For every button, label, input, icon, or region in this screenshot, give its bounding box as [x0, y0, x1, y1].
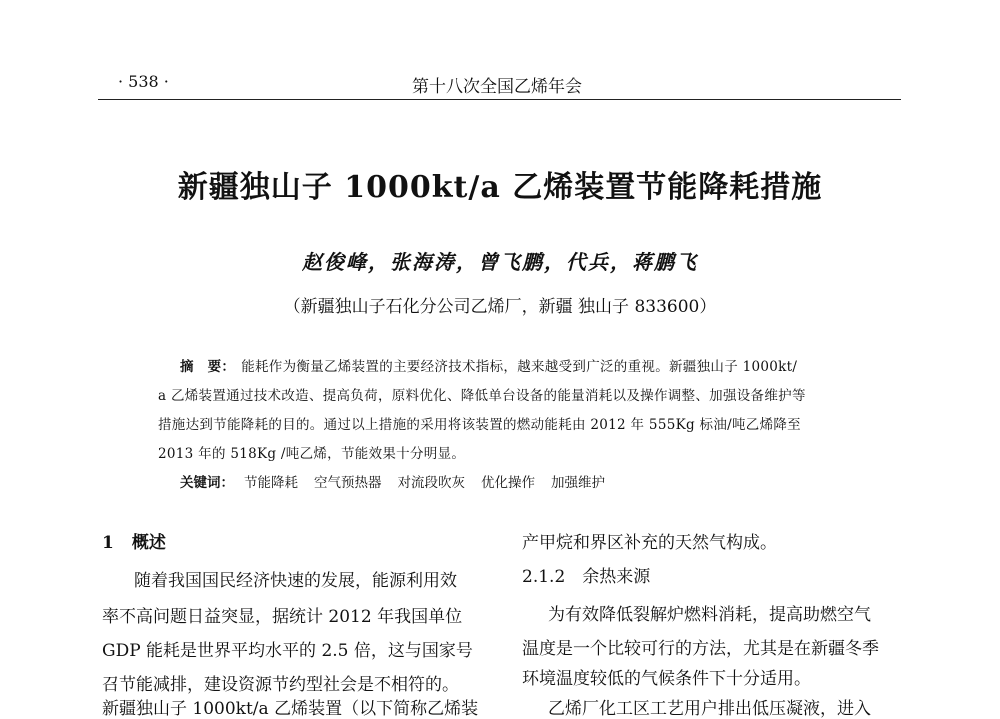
abstract-line	[180, 355, 797, 375]
section-title: 概述	[131, 533, 166, 553]
keyword-item: 优化操作	[481, 475, 535, 491]
keyword-item: 节能降耗	[244, 475, 298, 491]
section-heading	[102, 528, 166, 553]
body-line: 为有效降低裂解炉燃料消耗，提高助燃空气	[548, 605, 871, 625]
body-line: 温度是一个比较可行的方法，尤其是在新疆冬季	[522, 639, 879, 659]
keywords-label: 关键词：	[180, 475, 234, 491]
body-line: 新疆独山子 1000kt/a 乙烯装置（以下简称乙烯装	[102, 699, 479, 719]
author-list: 赵俊峰，张海涛，曾飞鹏，代兵，蒋鹏飞	[302, 250, 698, 274]
body-line: 随着我国国民经济快速的发展，能源利用效	[134, 571, 457, 591]
body-line: 率不高问题日益突显，据统计 2012 年我国单位	[102, 607, 463, 627]
affiliation: （新疆独山子石化分公司乙烯厂，新疆 独山子 833600）	[283, 297, 717, 317]
body-line: 乙烯厂化工区工艺用户排出低压凝液，进入	[548, 699, 871, 719]
abstract-line: a 乙烯装置通过技术改造、提高负荷，原料优化、降低单台设备的能量消耗以及操作调整、加强设备维护等	[158, 388, 806, 404]
keywords	[180, 471, 611, 491]
body-line: GDP 能耗是世界平均水平的 2.5 倍，这与国家号	[102, 641, 473, 661]
keyword-item: 对流段吹灰	[397, 475, 465, 491]
body-line: 环境温度较低的气候条件下十分适用。	[522, 669, 811, 689]
abstract-text: 能耗作为衡量乙烯装置的主要经济技术指标，越来越受到广泛的重视。新疆独山子 1000kt/	[241, 359, 798, 375]
abstract-label: 摘 要：	[180, 359, 236, 375]
abstract-line: 措施达到节能降耗的目的。通过以上措施的采用将该装置的燃动能耗由 2012 年 555Kg 标油/吨乙烯降至	[158, 417, 801, 433]
page-number: · 538 ·	[118, 72, 169, 91]
running-header: 第十八次全国乙烯年会	[412, 77, 582, 97]
keyword-item: 空气预热器	[314, 475, 382, 491]
subsection-heading: 2.1.2 余热来源	[522, 567, 651, 587]
paper-title: 新疆独山子 1000kt/a 乙烯装置节能降耗措施	[177, 170, 823, 205]
abstract-line: 2013 年的 518Kg /吨乙烯，节能效果十分明显。	[158, 446, 466, 462]
section-number: 1	[102, 533, 114, 553]
body-line: 产甲烷和界区补充的天然气构成。	[522, 533, 777, 553]
keyword-item: 加强维护	[551, 475, 605, 491]
body-line: 召节能减排，建设资源节约型社会是不相符的。	[102, 675, 459, 695]
header-rule	[98, 99, 901, 100]
